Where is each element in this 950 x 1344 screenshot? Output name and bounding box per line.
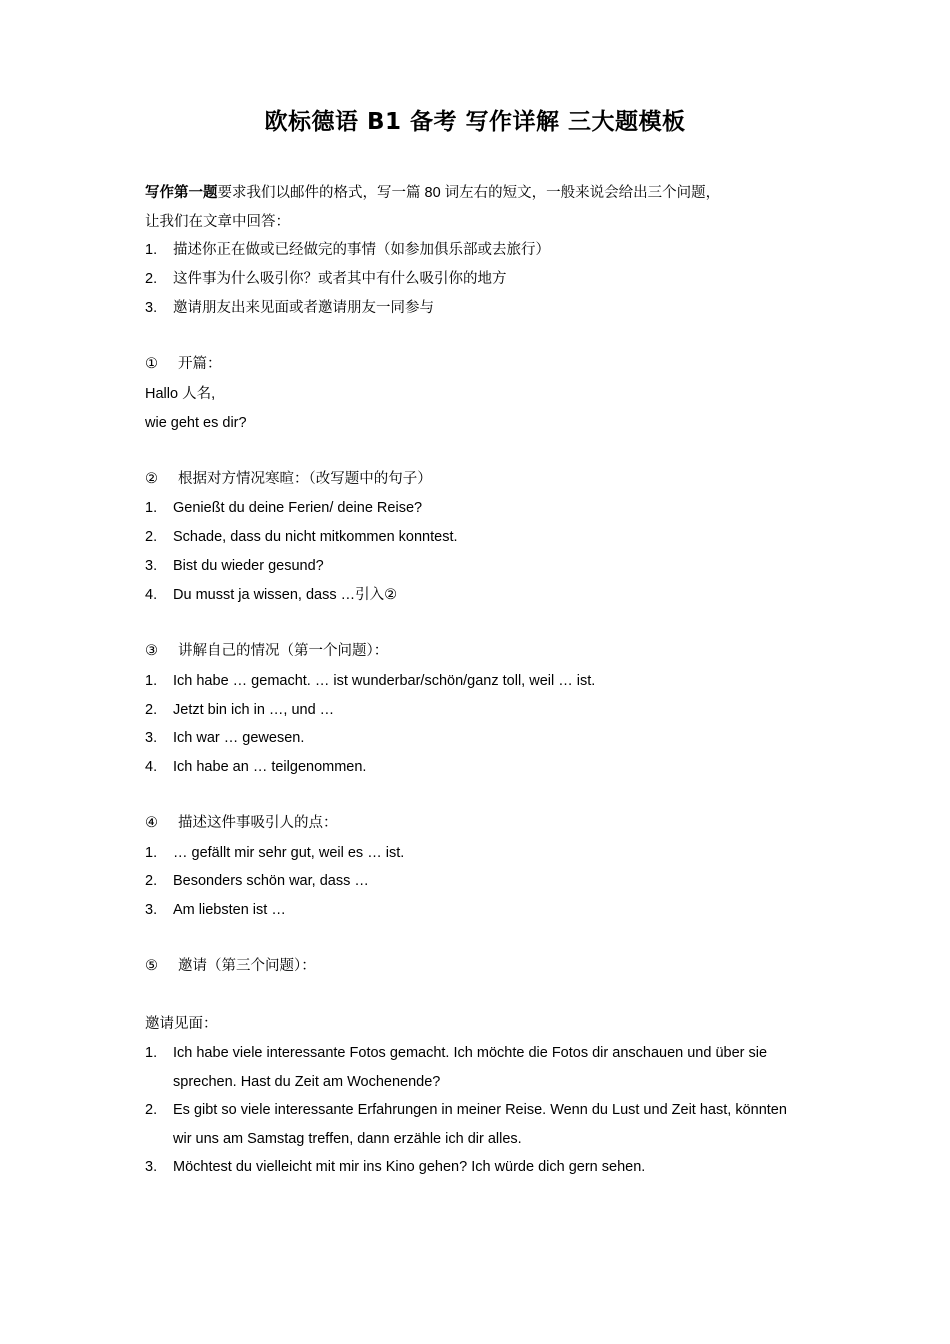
list-text: Ich habe … gemacht. … ist wunderbar/schön/ganz toll, weil … ist.	[173, 673, 596, 689]
list-text: Am liebsten ist …	[173, 902, 286, 918]
list-text: Ich habe viele interessante Fotos gemacht. Ich möchte die Fotos dir anschauen und über sie	[173, 1045, 768, 1061]
list-number: 3.	[145, 730, 158, 746]
section-heading-1	[145, 354, 222, 374]
list-text: Bist du wieder gesund?	[173, 558, 324, 574]
list-number: 1.	[145, 673, 158, 689]
section-heading-2	[145, 469, 432, 489]
circle-number: ⑤	[145, 958, 158, 974]
list-number: 4.	[145, 587, 158, 603]
list-number: 2.	[145, 1102, 158, 1118]
subheading: 邀请见面：	[145, 1016, 218, 1032]
circle-number: ①	[145, 356, 158, 372]
list-number: 1.	[145, 500, 158, 516]
list-text: Ich war … gewesen.	[173, 730, 305, 746]
intro-line-2: 让我们在文章中回答：	[145, 214, 290, 230]
list-number: 3.	[145, 300, 158, 316]
heading-text: 描述这件事吸引人的点：	[178, 815, 338, 831]
list-text: Genießt du deine Ferien/ deine Reise?	[173, 500, 423, 516]
list-text: Schade, dass du nicht mitkommen konntest.	[173, 529, 458, 545]
list-number: 2.	[145, 529, 158, 545]
heading-text: 邀请（第三个问题）：	[178, 958, 316, 974]
circle-number: ②	[145, 471, 158, 487]
list-text: 邀请朋友出来见面或者邀请朋友一同参与	[173, 300, 434, 316]
list-text: Möchtest du vielleicht mit mir ins Kino gehen? Ich würde dich gern sehen.	[173, 1159, 646, 1175]
list-number: 1.	[145, 242, 158, 258]
list-number: 3.	[145, 1159, 158, 1175]
section-heading-3	[145, 641, 388, 661]
list-number: 2.	[145, 271, 158, 287]
heading-text: 讲解自己的情况（第一个问题）：	[178, 643, 389, 659]
list-text: Du musst ja wissen, dass …引入②	[173, 587, 398, 603]
intro-bold: 写作第一题	[145, 185, 218, 201]
list-number: 3.	[145, 558, 158, 574]
section-heading-5	[145, 956, 316, 976]
list-text: Besonders schön war, dass …	[173, 873, 369, 889]
list-text-continued: sprechen. Hast du Zeit am Wochenende?	[173, 1074, 441, 1090]
greeting-line: Hallo 人名,	[145, 386, 216, 402]
heading-text: 根据对方情况寒暄：（改写题中的句子）	[178, 471, 432, 487]
intro-text: 要求我们以邮件的格式，写一篇 80 词左右的短文，一般来说会给出三个问题，	[217, 185, 721, 201]
list-text: Jetzt bin ich in …, und …	[173, 702, 335, 718]
document-title: 欧标德语 B1 备考 写作详解 三大题模板	[264, 109, 686, 135]
intro-paragraph	[145, 183, 720, 203]
list-number: 2.	[145, 873, 158, 889]
greeting-line: wie geht es dir?	[145, 415, 247, 431]
list-text: Es gibt so viele interessante Erfahrungen in meiner Reise. Wenn du Lust und Zeit hast, könnten	[173, 1102, 787, 1118]
list-number: 2.	[145, 702, 158, 718]
list-text: … gefällt mir sehr gut, weil es … ist.	[173, 845, 405, 861]
list-text-continued: wir uns am Samstag treffen, dann erzähle ich dir alles.	[173, 1131, 522, 1147]
list-text: 描述你正在做或已经做完的事情（如参加俱乐部或去旅行）	[173, 242, 550, 258]
circle-number: ④	[145, 815, 158, 831]
list-text: Ich habe an … teilgenommen.	[173, 759, 367, 775]
list-number: 1.	[145, 1045, 158, 1061]
list-number: 1.	[145, 845, 158, 861]
circle-number: ③	[145, 643, 158, 659]
list-number: 3.	[145, 902, 158, 918]
section-heading-4	[145, 813, 338, 833]
list-number: 4.	[145, 759, 158, 775]
heading-text: 开篇：	[178, 356, 222, 372]
list-text: 这件事为什么吸引你？或者其中有什么吸引你的地方	[173, 271, 507, 287]
